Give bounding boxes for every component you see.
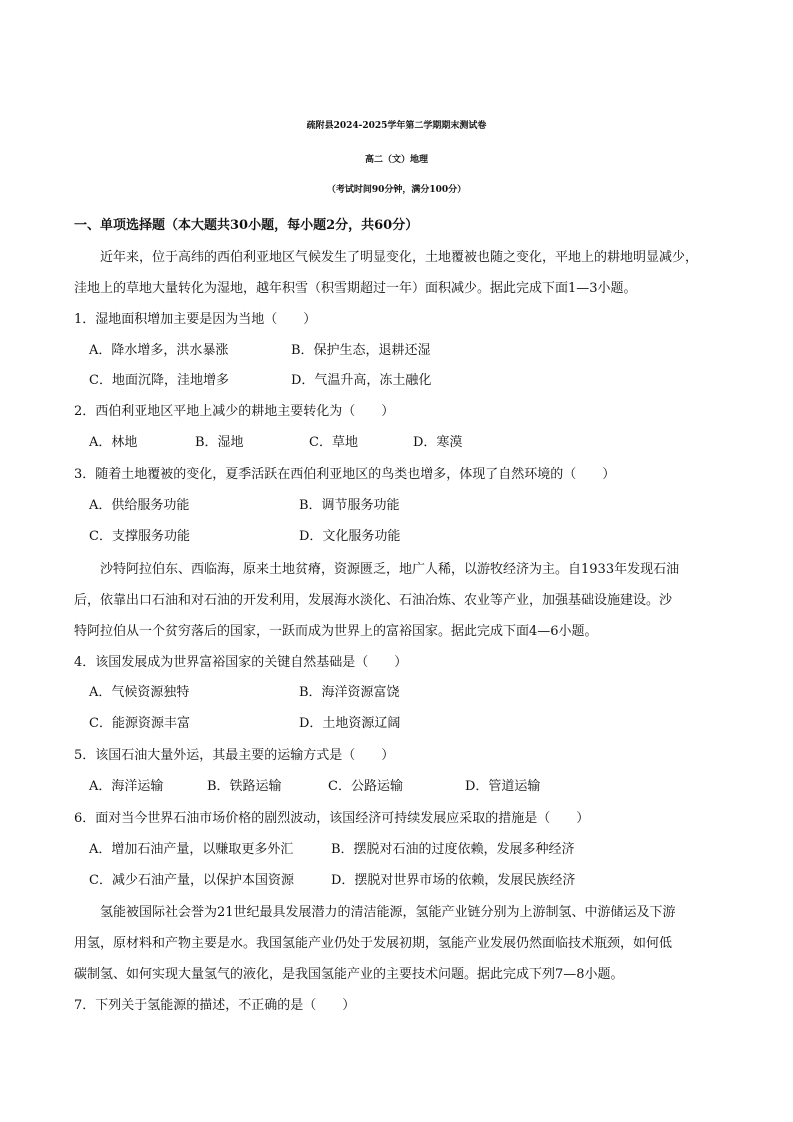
question-4-option-c[interactable]: C．能源资源丰富: [89, 716, 190, 731]
question-3-option-b[interactable]: B．调节服务功能: [299, 498, 400, 513]
question-5-option-a[interactable]: A．海洋运输: [89, 779, 164, 794]
question-6-option-d[interactable]: D．摆脱对世界市场的依赖，发展民族经济: [331, 873, 576, 888]
question-3-option-a[interactable]: A．供给服务功能: [89, 498, 190, 513]
passage-3-line: 用氢，原材料和产物主要是水。我国氢能产业仍处于发展初期，氢能产业发展仍然面临技术瓶颈，如何低: [74, 936, 673, 951]
question-1-option-d[interactable]: D．气温升高，冻土融化: [291, 373, 432, 388]
question-2-stem: 2．西伯利亚地区平地上减少的耕地主要转化为（ ）: [74, 404, 395, 419]
question-2-option-b[interactable]: B．湿地: [195, 435, 244, 450]
exam-info: （考试时间90分钟，满分100分）: [326, 185, 467, 195]
question-5-option-b[interactable]: B．铁路运输: [207, 779, 282, 794]
exam-subtitle: 高二（文）地理: [364, 155, 428, 165]
passage-2-line: 沙特阿拉伯东、西临海，原来土地贫瘠，资源匮乏，地广人稀，以游牧经济为主。自1933年发现石油: [100, 562, 680, 577]
question-3-option-c[interactable]: C．支撑服务功能: [89, 529, 190, 544]
question-1-option-a[interactable]: A．降水增多，洪水暴涨: [89, 343, 229, 358]
question-5-option-c[interactable]: C．公路运输: [328, 779, 403, 794]
question-3-stem: 3．随着土地覆被的变化，夏季活跃在西伯利亚地区的鸟类也增多，体现了自然环境的（ ）: [74, 467, 616, 482]
question-1-stem: 1．湿地面积增加主要是因为当地（ ）: [74, 312, 317, 327]
section-heading: 一、单项选择题（本大题共30小题，每小题2分，共60分）: [74, 218, 419, 233]
passage-1-line: 近年来，位于高纬的西伯利亚地区气候发生了明显变化，土地覆被也随之变化，平地上的耕地明显减少，: [100, 250, 699, 265]
question-6-option-a[interactable]: A．增加石油产量，以赚取更多外汇: [89, 842, 294, 857]
question-2-option-d[interactable]: D．寒漠: [413, 435, 463, 450]
question-6-option-b[interactable]: B．摆脱对石油的过度依赖，发展多种经济: [331, 842, 575, 857]
passage-2-line: 后，依靠出口石油和对石油的开发利用，发展海水淡化、石油冶炼、农业等产业，加强基础设施建设。沙: [74, 593, 673, 608]
question-4-option-a[interactable]: A．气候资源独特: [89, 685, 190, 700]
question-1-option-c[interactable]: C．地面沉降，洼地增多: [89, 373, 229, 388]
question-5-option-d[interactable]: D．管道运输: [465, 779, 541, 794]
question-1-option-b[interactable]: B．保护生态，退耕还湿: [291, 343, 431, 358]
question-2-option-a[interactable]: A．林地: [89, 435, 138, 450]
question-4-stem: 4．该国发展成为世界富裕国家的关键自然基础是（ ）: [74, 655, 408, 670]
passage-3-line: 氢能被国际社会誉为21世纪最具发展潜力的清洁能源，氢能产业链分别为上游制氢、中游储运及下游: [100, 905, 676, 920]
question-7-stem: 7．下列关于氢能源的描述，不正确的是（ ）: [74, 998, 356, 1013]
exam-title: 疏附县2024-2025学年第二学期期末测试卷: [306, 121, 487, 131]
question-6-stem: 6．面对当今世界石油市场价格的剧烈波动，该国经济可持续发展应采取的措施是（ ）: [74, 811, 590, 826]
question-4-option-b[interactable]: B．海洋资源富饶: [299, 685, 400, 700]
passage-1-line: 洼地上的草地大量转化为湿地，越年积雪（积雪期超过一年）面积减少。据此完成下面1—3小题。: [74, 281, 637, 296]
question-3-option-d[interactable]: D．文化服务功能: [299, 529, 401, 544]
question-4-option-d[interactable]: D．土地资源辽阔: [299, 716, 401, 731]
question-2-option-c[interactable]: C．草地: [309, 435, 358, 450]
passage-3-line: 碳制氢、如何实现大量氢气的液化，是我国氢能产业的主要技术问题。据此完成下列7—8小题。: [74, 967, 624, 982]
passage-2-line: 特阿拉伯从一个贫穷落后的国家，一跃而成为世界上的富裕国家。据此完成下面4—6小题。: [74, 624, 598, 639]
question-6-option-c[interactable]: C．减少石油产量，以保护本国资源: [89, 873, 294, 888]
question-5-stem: 5．该国石油大量外运，其最主要的运输方式是（ ）: [74, 748, 395, 763]
